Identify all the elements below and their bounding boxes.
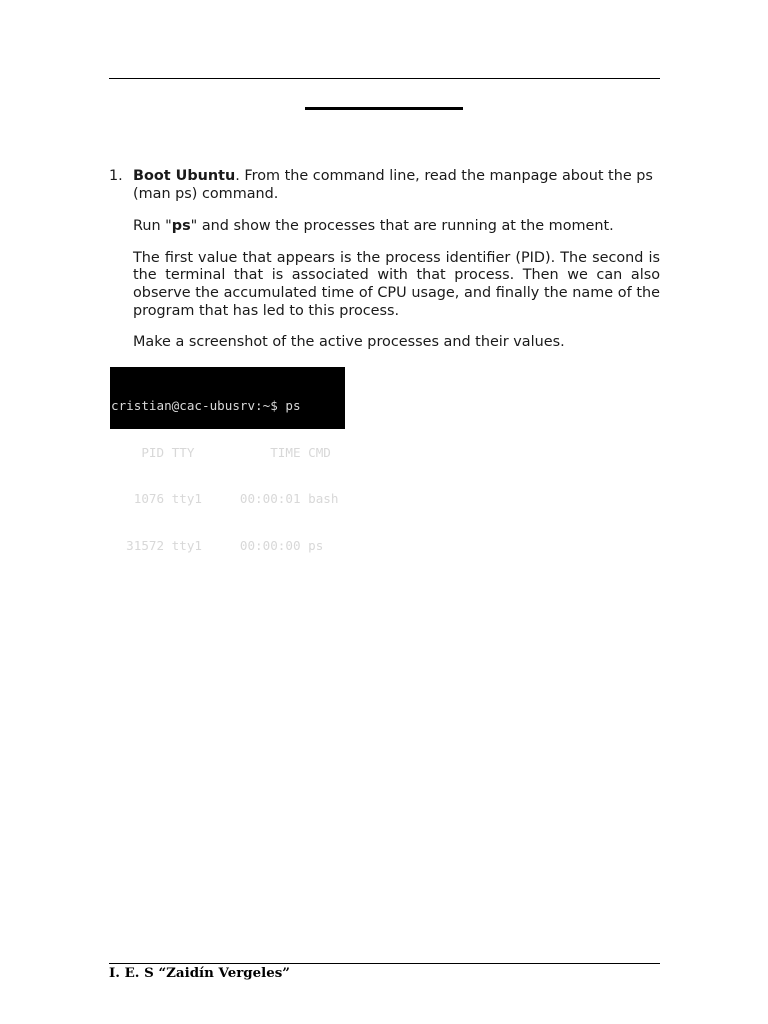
intro-paragraph [133, 168, 660, 203]
intro-text: . From the command line, read the manpage about the ps (man ps) command. [133, 168, 653, 202]
list-item-number: 1. [109, 168, 123, 184]
terminal-line-header: PID TTY TIME CMD [111, 444, 331, 460]
footer-rule [109, 963, 660, 964]
run-paragraph [133, 218, 660, 236]
list-item [109, 168, 660, 366]
document-body [109, 168, 660, 366]
title-underline [305, 107, 463, 110]
run-suffix-text: " and show the processes that are running at the moment. [190, 218, 614, 235]
run-command-text: ps [171, 218, 191, 235]
terminal-line-prompt: cristian@cac-ubusrv:~$ ps [111, 398, 301, 413]
run-prefix-text: Run " [133, 218, 172, 235]
header-rule [109, 78, 660, 79]
list-item-body [133, 168, 660, 366]
explanation-paragraph: The first value that appears is the process identifier (PID). The second is the terminal that is associated with that process. Then we can also observe the accumulated time of CPU usage, and finally the name of the program that has led to this process. [133, 249, 660, 319]
terminal-line-bash: 1076 tty1 00:00:01 bash [111, 491, 339, 506]
terminal-line-ps: 31572 tty1 00:00:00 ps [111, 537, 324, 553]
intro-bold-text: Boot Ubuntu [133, 168, 236, 184]
footer-school-name: I. E. S “Zaidín Vergeles” [109, 965, 291, 981]
terminal-screenshot [110, 367, 345, 553]
screenshot-instruction-paragraph: Make a screenshot of the active processes and their values. [133, 334, 565, 351]
